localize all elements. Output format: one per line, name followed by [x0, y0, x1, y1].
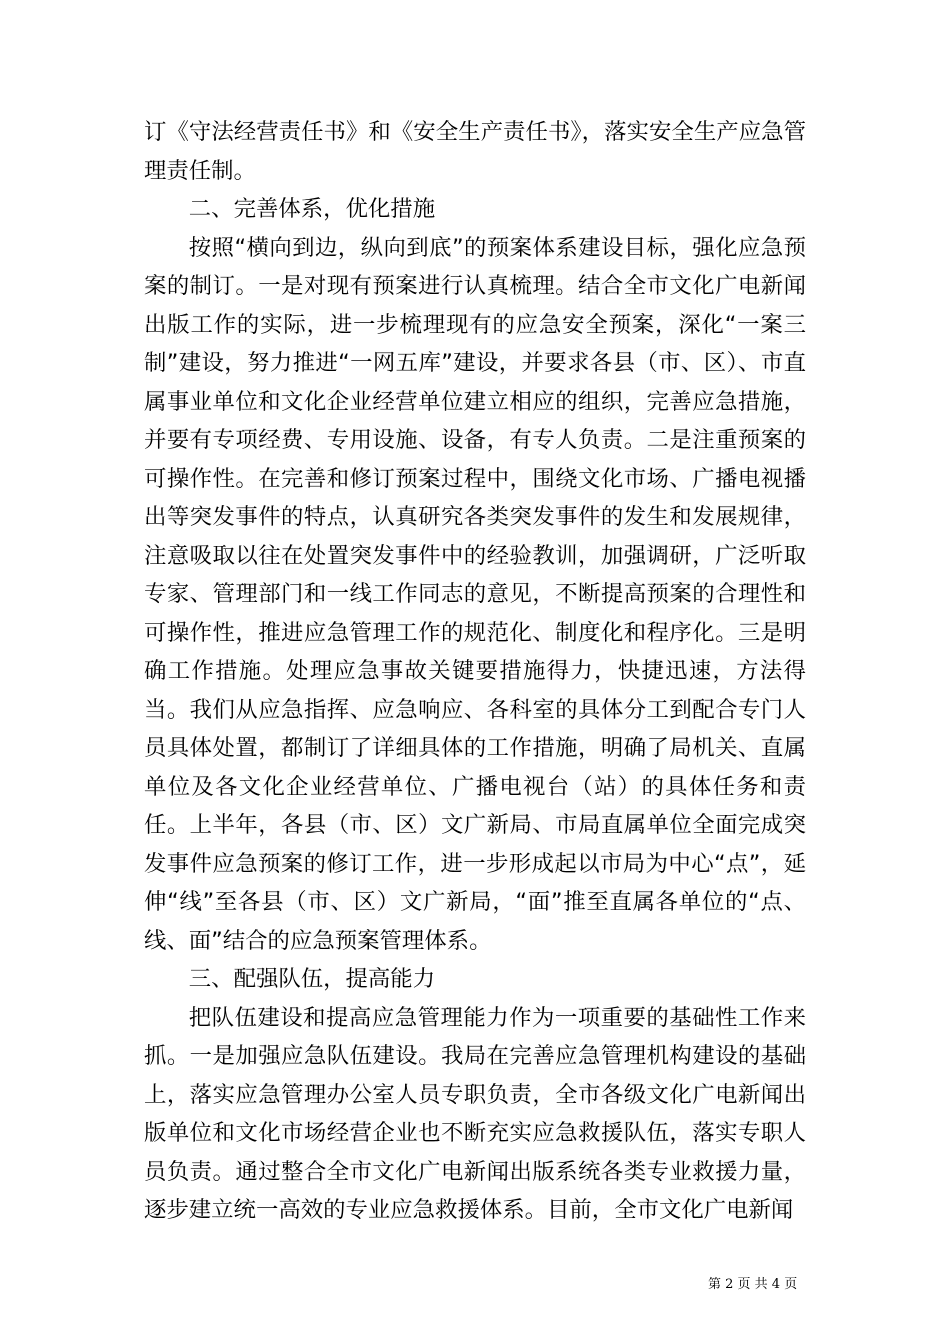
section-heading-2: 二、完善体系，优化措施 — [188, 196, 436, 222]
paragraph-plan-system: 按照“横向到边，纵向到底”的预案体系建设目标，强化应急预案的制订。一是对现有预案进行认真梳理。结合全市文化广电新闻出版工作的实际，进一步梳理现有的应急安全预案，深化“一案三制”建设，努力推进“一网五库”建设，并要求各县（市、区）、市直属事业单位和文化企业经营单位建立相应的组织，完善应急措施，并要有专项经费、专用设施、设备，有专人负责。二是注重预案的可操作性。在完善和修订预案过程中，围绕文化市场、广播电视播出等突发事件的特点，认真研究各类突发事件的发生和发展规律，注意吸取以往在处置突发事件中的经验教训，加强调研，广泛听取专家、管理部门和一线工作同志的意见，不断提高预案的合理性和可操作性，推进应急管理工作的规范化、制度化和程序化。三是明确工作措施。处理应急事故关键要措施得力，快捷迅速，方法得当。我们从应急指挥、应急响应、各科室的具体分工到配合专门人员具体处置，都制订了详细具体的工作措施，明确了局机关、直属单位及各文化企业经营单位、广播电视台（站）的具体任务和责任。上半年，各县（市、区）文广新局、市局直属单位全面完成突发事件应急预案的修订工作，进一步形成起以市局为中心“点”，延伸“线”至各县（市、区）文广新局，“面”推至直属各单位的“点、线、面”结合的应急预案管理体系。 — [144, 234, 806, 954]
section-heading-3: 三、配强队伍，提高能力 — [188, 966, 436, 992]
document-body — [144, 113, 806, 1230]
paragraph-team-building: 把队伍建设和提高应急管理能力作为一项重要的基础性工作来抓。一是加强应急队伍建设。我局在完善应急管理机构建设的基础上，落实应急管理办公室人员专职负责，全市各级文化广电新闻出版单位和文化市场经营企业也不断充实应急救援队伍，落实专职人员负责。通过整合全市文化广电新闻出版系统各类专业救援力量，逐步建立统一高效的专业应急救援体系。目前，全市文化广电新闻 — [144, 1004, 806, 1223]
paragraph-continuation: 订《守法经营责任书》和《安全生产责任书》，落实安全生产应急管理责任制。 — [144, 119, 806, 184]
page-number: 第 2 页 共 4 页 — [708, 1277, 798, 1292]
